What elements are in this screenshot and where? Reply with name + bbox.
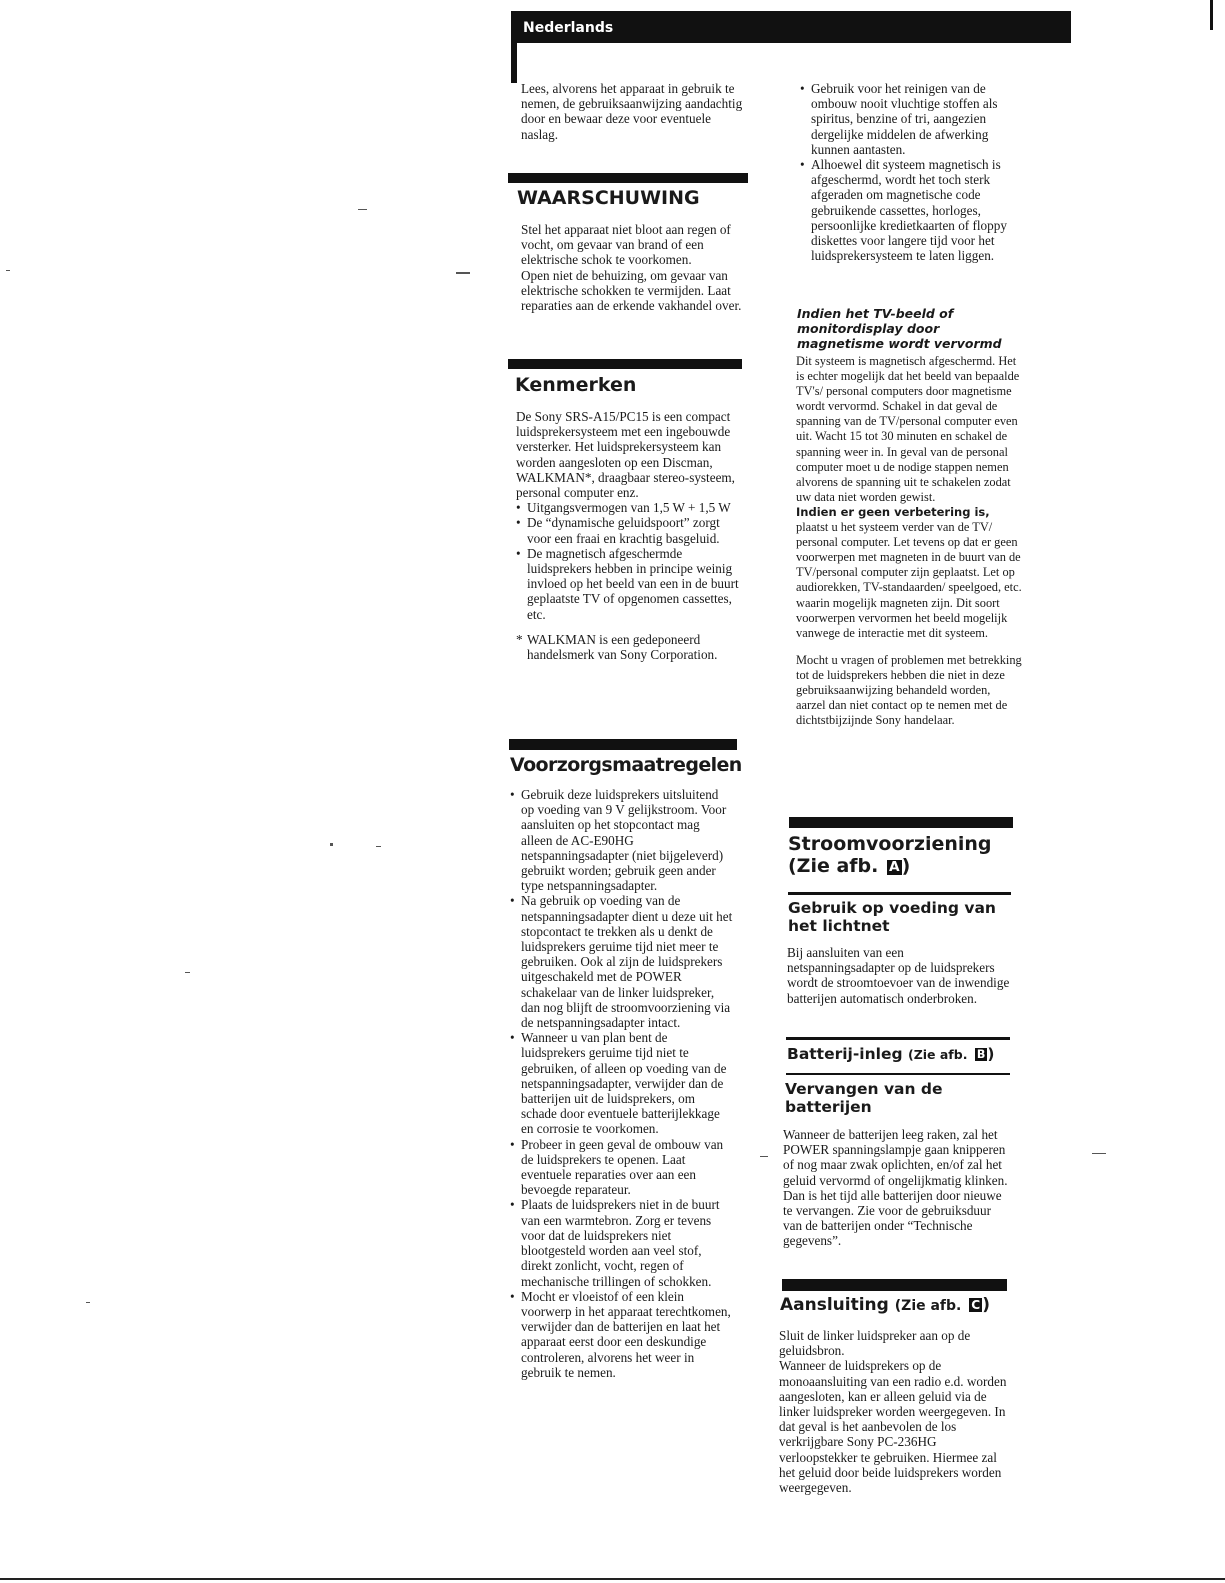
scan-speck bbox=[358, 209, 367, 210]
footnote-marker: * bbox=[516, 631, 523, 647]
scan-speck bbox=[376, 846, 381, 847]
figure-c-icon: C bbox=[971, 1297, 981, 1312]
list-item: • Gebruik voor het reinigen van de ombouw nooit vluchtige stoffen als spiritus, benzine of tri, aangezien dergelijke middelen de afwerking kunnen aantasten. bbox=[800, 81, 1022, 157]
waarschuwing-text bbox=[521, 222, 749, 313]
stroom-title-line1: Stroomvoorziening bbox=[788, 833, 992, 855]
kenmerken-bullets bbox=[516, 500, 744, 622]
list-item: • Wanneer u van plan bent de luidsprekers geruime tijd niet te gebruiken, of alleen op voeding van de netspanningsadapter, verwijder dan de batterijen uit de luidsprekers, om schade door eventuele batterijlekkage en corrosie te voorkomen. bbox=[510, 1030, 734, 1136]
stroom-title-line2: (Zie afb. bbox=[788, 855, 879, 877]
right-bullets-text bbox=[800, 81, 1022, 263]
subsection-title-batterij bbox=[787, 1045, 994, 1064]
tv-paragraph: Dit systeem is magnetisch afgeschermd. Het is echter mogelijk dat het beeld van bepaalde TV's/ personal computers door magnetisme wordt vervormd. Schakel in dat geval de spanning van de TV/personal computer even uit. Wacht 15 tot 30 minuten en schakel de spanning weer in. In geval van de personal computer moet u de nodige stappen nemen alvorens de spanning uit te schakelen zodat uw data niet worden gewist. bbox=[796, 354, 1020, 504]
list-item: • De magnetisch afgeschermde luidsprekers hebben in principe weinig invloed op het beeld van een in de buurt geplaatste TV of opgenomen cassettes, etc. bbox=[516, 546, 744, 622]
batterij-title: Batterij-inleg bbox=[787, 1045, 903, 1063]
section-bar bbox=[782, 1279, 1007, 1291]
list-item: • Mocht er vloeistof of een klein voorwerp in het apparaat terechtkomen, verwijder dan de batterijen en laat het apparaat eerst door een deskundige controleren, alvorens het weer in gebruik te nemen. bbox=[510, 1289, 734, 1380]
scan-speck bbox=[456, 272, 470, 274]
tv-text bbox=[796, 354, 1022, 728]
subsection-title-tv: Indien het TV-beeld of monitordisplay door magnetisme wordt vervormd bbox=[797, 306, 1002, 351]
section-title-voorzorgsmaatregelen: Voorzorgsmaatregelen bbox=[510, 754, 742, 776]
right-bullets bbox=[800, 81, 1022, 263]
page-edge-mark bbox=[1210, 0, 1213, 30]
section-title-kenmerken: Kenmerken bbox=[515, 374, 637, 396]
scan-speck bbox=[86, 1302, 90, 1303]
language-tab-label: Nederlands bbox=[523, 20, 614, 36]
list-item: • Probeer in geen geval de ombouw van de luidsprekers te openen. Laat eventuele reparaties over aan een bevoegde reparateur. bbox=[510, 1137, 734, 1198]
figure-a-icon: A bbox=[889, 858, 900, 875]
page-bottom-rule bbox=[0, 1578, 1225, 1580]
language-tab-tick bbox=[511, 43, 517, 83]
section-bar bbox=[508, 359, 742, 369]
stroom-title-close: ) bbox=[901, 855, 911, 877]
section-bar bbox=[508, 173, 748, 183]
section-bar bbox=[789, 817, 1013, 828]
section-bar bbox=[509, 739, 737, 750]
figure-b-icon: B bbox=[976, 1047, 986, 1061]
list-item: • Gebruik deze luidsprekers uitsluitend op voeding van 9 V gelijkstroom. Voor aansluiten op het stopcontact mag alleen de AC-E90HG netspanningsadapter (niet bijgeleverd) gebruikt worden; gebruik geen ander type netspanningsadapter. bbox=[510, 787, 734, 893]
batterij-title-close: ) bbox=[987, 1045, 995, 1063]
waarschuwing-paragraph: Stel het apparaat niet bloot aan regen of vocht, om gevaar van brand of een elektrische schok te voorkomen. bbox=[521, 222, 731, 268]
subsection-rule bbox=[786, 1073, 1010, 1075]
section-title-aansluiting bbox=[780, 1296, 990, 1315]
section-title-waarschuwing: WAARSCHUWING bbox=[517, 187, 700, 209]
aansluiting-title-close: ) bbox=[982, 1295, 991, 1315]
scan-speck bbox=[330, 843, 333, 846]
intro-paragraph: Lees, alvorens het apparaat in gebruik te nemen, de gebruiksaanwijzing aandachtig door en bewaar deze voor eventuele naslag. bbox=[521, 81, 743, 142]
waarschuwing-paragraph: Open niet de behuizing, om gevaar van elektrische schokken te vermijden. Laat reparaties aan de erkende vakhandel over. bbox=[521, 267, 742, 314]
aansluiting-paragraph: Wanneer de luidsprekers op de monoaansluiting van een radio e.d. worden aangesloten, kan er alleen geluid via de linker luidspreker worden weergegeven. In dat geval is het aanbevolen de los verkrijgbare Sony PC-236HG verloopstekker te gebruiken. Hiermee zal het geluid door beide luidsprekers worden weergegeven. bbox=[779, 1358, 1007, 1496]
scan-speck bbox=[185, 972, 190, 973]
kenmerken-text bbox=[516, 409, 744, 662]
voorzorgsmaatregelen-text bbox=[510, 787, 734, 1380]
aansluiting-text bbox=[779, 1328, 1009, 1495]
vervangen-paragraph: Wanneer de batterijen leeg raken, zal het POWER spanningslampje gaan knipperen of nog maar zwak oplichten, en/of zal het geluid vervormd of ongelijkmatig klinken. Dan is het tijd alle batterijen door nieuwe te vervangen. Zie voor de gebruiksduur van de batterijen onder “Technische gegevens”. bbox=[783, 1127, 1008, 1249]
contact-paragraph: Mocht u vragen of problemen met betrekking tot de luidsprekers hebben die niet in deze gebruiksaanwijzing behandeld worden, aarzel dan niet contact op te nemen met de dichtstbijzijnde Sony handelaar. bbox=[796, 652, 1022, 728]
list-item: • Alhoewel dit systeem magnetisch is afgeschermd, wordt het toch sterk afgeraden om magnetische code gebruikende cassettes, horloges, persoonlijke kredietkaarten of floppy diskettes voor langere tijd voor het luidsprekersysteem te laten liggen. bbox=[800, 157, 1022, 263]
aansluiting-paragraph: Sluit de linker luidspreker aan op de geluidsbron. bbox=[779, 1328, 971, 1359]
scan-speck bbox=[6, 270, 10, 271]
vervangen-text bbox=[783, 1127, 1011, 1249]
lichtnet-text bbox=[787, 945, 1013, 1006]
lichtnet-paragraph: Bij aansluiten van een netspanningsadapter op de luidsprekers wordt de stroomtoevoer van de inwendige batterijen automatisch onderbroken. bbox=[787, 945, 1010, 1006]
tv-bold-lead: Indien er geen verbetering is, bbox=[796, 504, 990, 519]
list-item: • Na gebruik op voeding van de netspanningsadapter dient u deze uit het stopcontact te trekken als u denkt de luidsprekers geruime tijd niet meer te gebruiken. Ook al zijn de luidsprekers uitgeschakeld met de POWER schakelaar van de linker luidspreker, dan nog blijft de stroomvoorziening via de netspanningsadapter intact. bbox=[510, 893, 734, 1030]
voorzorg-bullets bbox=[510, 787, 734, 1380]
subsection-rule bbox=[788, 892, 1011, 895]
list-item: • De “dynamische geluidspoort” zorgt voor een fraai en krachtig basgeluid. bbox=[516, 515, 744, 545]
footnote bbox=[516, 632, 744, 662]
intro-text bbox=[521, 81, 746, 142]
language-tab bbox=[511, 11, 1071, 43]
scan-speck bbox=[760, 1156, 768, 1157]
kenmerken-paragraph: De Sony SRS-A15/PC15 is een compact luidsprekersysteem met een ingebouwde versterker. Het luidsprekersysteem kan worden aangesloten op een Discman, WALKMAN*, draagbaar stereo-systeem, personal computer enz. bbox=[516, 409, 735, 501]
aansluiting-title: Aansluiting bbox=[780, 1295, 889, 1315]
subsection-title-vervangen: Vervangen van de batterijen bbox=[785, 1080, 943, 1116]
subsection-rule bbox=[786, 1037, 1010, 1040]
tv-paragraph-cont: plaatst u het systeem verder van de TV/ personal computer. Let tevens op dat er geen voorwerpen met magneten in de buurt van de TV/personal computer zijn geplaatst. Let op audiorekken, TV-standaarden/ speelgoed, etc. waarin mogelijk magneten zijn. Dit soort voorwerpen vervormen het beeld mogelijk vanwege de interactie met dit systeem. bbox=[796, 520, 1022, 640]
section-title-stroomvoorziening bbox=[788, 833, 992, 877]
footnote-text: WALKMAN is een gedeponeerd handelsmerk van Sony Corporation. bbox=[527, 631, 718, 663]
aansluiting-title-sub: (Zie afb. bbox=[894, 1298, 962, 1314]
list-item: • Plaats de luidsprekers niet in de buurt van een warmtebron. Zorg er tevens voor dat de luidsprekers niet blootgesteld worden aan veel stof, direkt zonlicht, vocht, regen of mechanische trillingen of schokken. bbox=[510, 1197, 734, 1288]
scan-speck bbox=[1092, 1153, 1106, 1154]
subsection-title-lichtnet: Gebruik op voeding van het lichtnet bbox=[788, 899, 996, 935]
batterij-title-sub: (Zie afb. bbox=[907, 1047, 968, 1062]
list-item: • Uitgangsvermogen van 1,5 W + 1,5 W bbox=[516, 500, 744, 515]
